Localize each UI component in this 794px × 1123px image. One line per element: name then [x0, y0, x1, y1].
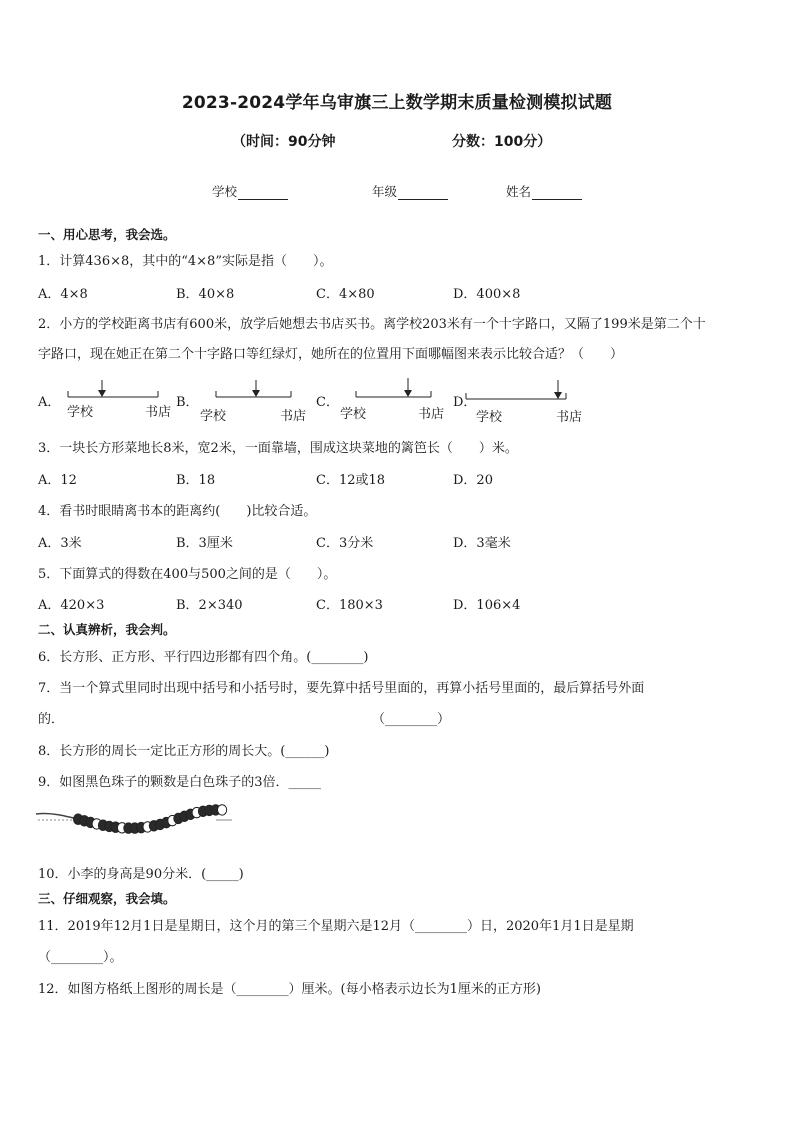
q3-option-d[interactable]: D．20: [453, 473, 493, 488]
q2-c-school-label: 学校: [340, 407, 367, 422]
question-7-line-1: 7．当一个算式里同时出现中括号和小括号时，要先算中括号里面的，再算小括号里面的，最后算括号外面: [38, 681, 645, 696]
page-title: 2023-2024学年乌审旗三上数学期末质量检测模拟试题: [181, 93, 613, 113]
question-2-line-2: 字路口，现在她正在第二个十字路口等红绿灯，她所在的位置用下面哪幅图来表示比较合适？（ ）: [38, 347, 624, 362]
name-blank[interactable]: [532, 186, 582, 200]
q2-a-store-label: 书店: [145, 405, 172, 420]
time-label: （时间：90分钟: [232, 134, 336, 150]
q2-d-store-label: 书店: [556, 410, 583, 425]
q2-b-store-label: 书店: [280, 409, 307, 424]
q2-option-c[interactable]: C．: [316, 395, 339, 410]
question-2-line-1: 2．小方的学校距离书店有600米，放学后她想去书店买书。离学校203米有一个十字路口，又隔了199米是第二个十: [38, 317, 706, 332]
q4-option-a[interactable]: A．3米: [38, 536, 82, 551]
q2-option-b[interactable]: B．: [176, 395, 199, 410]
school-field[interactable]: [212, 182, 288, 200]
question-5: 5．下面算式的得数在400与500之间的是（ ）。: [38, 567, 337, 582]
q4-option-c[interactable]: C．3分米: [316, 536, 374, 551]
question-11-line-2[interactable]: （________）。: [38, 950, 123, 965]
q2-c-store-label: 书店: [418, 407, 445, 422]
section-3-heading: 三、仔细观察，我会填。: [38, 891, 176, 906]
q5-option-a[interactable]: A．420×3: [38, 598, 105, 613]
school-blank[interactable]: [238, 186, 288, 200]
question-3: 3．一块长方形菜地长8米，宽2米，一面靠墙，围成这块菜地的篱笆长（ ）米。: [38, 441, 518, 456]
q3-option-b[interactable]: B．18: [176, 473, 216, 488]
white-bead: [218, 805, 227, 815]
q1-option-b[interactable]: B．40×8: [176, 287, 235, 302]
q1-option-a[interactable]: A．4×8: [38, 287, 88, 302]
q2-option-d[interactable]: D．: [453, 395, 477, 410]
bead-string-image: [36, 800, 236, 840]
name-field[interactable]: [506, 182, 582, 200]
q4-option-b[interactable]: B．3厘米: [176, 536, 233, 551]
q7-answer-blank[interactable]: （________）: [372, 712, 451, 727]
q5-option-d[interactable]: D．106×4: [453, 598, 521, 613]
q3-option-a[interactable]: A．12: [38, 473, 77, 488]
q2-diagram-d: [466, 380, 576, 402]
question-8[interactable]: 8．长方形的周长一定比正方形的周长大。(______): [38, 744, 330, 759]
q3-option-c[interactable]: C．12或18: [316, 473, 386, 488]
q2-b-school-label: 学校: [200, 409, 227, 424]
question-1: 1．计算436×8，其中的“4×8”实际是指（ ）。: [38, 254, 333, 269]
q2-option-a[interactable]: A．: [38, 395, 61, 410]
question-10[interactable]: 10．小李的身高是90分米．(_____): [38, 867, 244, 882]
question-9[interactable]: 9．如图黑色珠子的颗数是白色珠子的3倍．_____: [38, 775, 322, 790]
question-11-line-1[interactable]: 11．2019年12月1日是星期日，这个月的第三个星期六是12月（________）日，2020年1月1日是星期: [38, 919, 634, 934]
question-6[interactable]: 6．长方形、正方形、平行四边形都有四个角。(________): [38, 650, 369, 665]
q2-d-school-label: 学校: [476, 410, 503, 425]
section-1-heading: 一、用心思考，我会选。: [38, 227, 176, 242]
score-label: 分数：100分）: [452, 134, 552, 150]
section-2-heading: 二、认真辨析，我会判。: [38, 622, 176, 637]
q4-option-d[interactable]: D．3毫米: [453, 536, 511, 551]
q5-option-c[interactable]: C．180×3: [316, 598, 383, 613]
q2-a-school-label: 学校: [67, 405, 94, 420]
q1-option-c[interactable]: C．4×80: [316, 287, 375, 302]
q2-diagram-c: [356, 378, 456, 400]
grade-blank[interactable]: [398, 186, 448, 200]
question-12[interactable]: 12．如图方格纸上图形的周长是（________）厘米。(每小格表示边长为1厘米的正方形): [38, 982, 541, 997]
q1-option-d[interactable]: D．400×8: [453, 287, 521, 302]
question-7-line-2: 的．: [38, 712, 65, 727]
name-label: 姓名: [506, 184, 532, 199]
q2-diagram-b: [216, 380, 316, 400]
q5-option-b[interactable]: B．2×340: [176, 598, 243, 613]
grade-field[interactable]: [372, 182, 448, 200]
question-4: 4．看书时眼睛离书本的距离约( )比较合适。: [38, 504, 317, 519]
q2-diagram-a: [68, 380, 168, 400]
grade-label: 年级: [372, 184, 398, 199]
school-label: 学校: [212, 184, 238, 199]
